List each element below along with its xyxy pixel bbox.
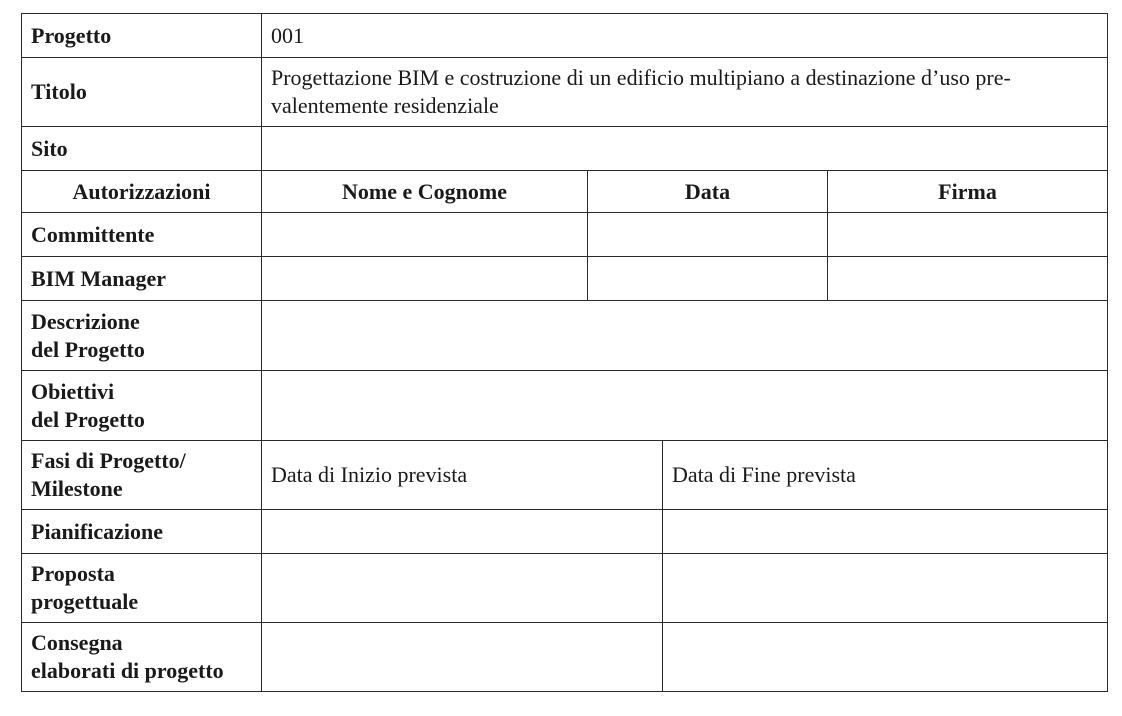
titolo-line-1: Progettazione BIM e costruzione di un edificio multipiano a destinazione d’uso pre- xyxy=(271,65,1011,90)
consegna-line-1: Consegna xyxy=(31,630,123,655)
label-obiettivi xyxy=(21,370,262,441)
label-proposta xyxy=(21,553,262,623)
proposta-fine-cell xyxy=(662,553,1108,623)
proposta-inizio-cell xyxy=(261,553,663,623)
bim-manager-data-cell xyxy=(587,256,828,301)
consegna-line-2: elaborati di progetto xyxy=(31,658,224,683)
header-nome-cognome: Nome e Cognome xyxy=(261,170,588,213)
header-data-inizio: Data di Inizio prevista xyxy=(261,440,663,510)
value-titolo xyxy=(261,57,1108,127)
descrizione-line-1: Descrizione xyxy=(31,308,140,334)
header-firma: Firma xyxy=(827,170,1108,213)
fasi-line-2: Milestone xyxy=(31,476,123,501)
label-pianificazione: Pianificazione xyxy=(21,509,262,554)
consegna-fine-cell xyxy=(662,622,1108,692)
proposta-line-2: progettuale xyxy=(31,589,139,614)
pianificazione-fine-cell xyxy=(662,509,1108,554)
header-data-fine: Data di Fine prevista xyxy=(662,440,1108,510)
bim-manager-firma-cell xyxy=(827,256,1108,301)
value-progetto: 001 xyxy=(261,13,1108,58)
value-sito xyxy=(261,126,1108,171)
project-form-table xyxy=(21,13,1108,692)
pianificazione-inizio-cell xyxy=(261,509,663,554)
committente-firma-cell xyxy=(827,212,1108,257)
label-progetto: Progetto xyxy=(21,13,262,58)
fasi-line-1: Fasi di Progetto/ xyxy=(31,448,186,473)
label-sito: Sito xyxy=(21,126,262,171)
descrizione-line-2: del Progetto xyxy=(31,336,145,362)
obiettivi-line-2: del Progetto xyxy=(31,406,145,432)
label-bim-manager: BIM Manager xyxy=(21,256,262,301)
titolo-line-2: valentemente residenziale xyxy=(271,93,499,118)
label-fasi xyxy=(21,440,262,510)
label-titolo: Titolo xyxy=(21,57,262,127)
header-autorizzazioni: Autorizzazioni xyxy=(21,170,262,213)
header-data: Data xyxy=(587,170,828,213)
descrizione-value-cell xyxy=(261,300,1108,371)
committente-data-cell xyxy=(587,212,828,257)
obiettivi-value-cell xyxy=(261,370,1108,441)
consegna-inizio-cell xyxy=(261,622,663,692)
proposta-line-1: Proposta xyxy=(31,561,115,586)
committente-nome-cell xyxy=(261,212,588,257)
obiettivi-line-1: Obiettivi xyxy=(31,378,115,404)
label-consegna xyxy=(21,622,262,692)
bim-manager-nome-cell xyxy=(261,256,588,301)
label-descrizione xyxy=(21,300,262,371)
label-committente: Committente xyxy=(21,212,262,257)
